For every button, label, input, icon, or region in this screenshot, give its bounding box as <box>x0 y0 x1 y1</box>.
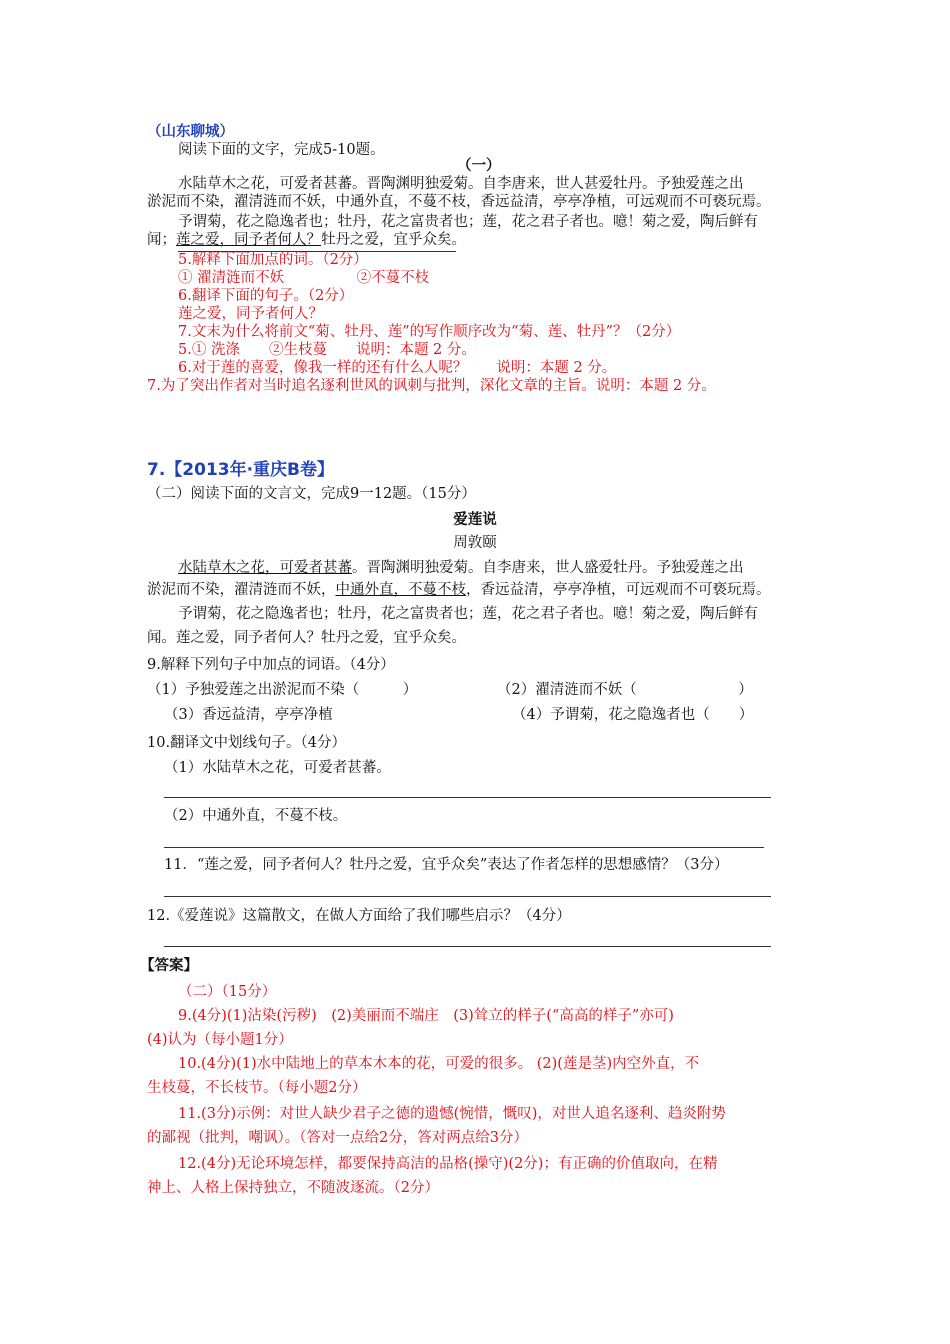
question-10-1: （1）水陆草木之花，可爱者甚蕃。 <box>164 760 391 776</box>
part-label: （一） <box>457 157 501 174</box>
passage-title: 爱莲说 <box>453 512 497 528</box>
answer-9: 9.(4分)(1)沾染(污秽) (2)美丽而不端庄 (3)耸立的样子(“高高的样子”亦可) <box>178 1008 674 1024</box>
question-5: 5.解释下面加点的词。（2分） <box>178 252 368 268</box>
underlined-sentence: 莲之爱，同予者何人？ <box>176 232 321 248</box>
question-9: 9.解释下列句子中加点的词语。（4分） <box>147 657 395 673</box>
answer-line <box>164 896 771 897</box>
answer-9-cont: (4)认为（每小题1分） <box>147 1032 293 1048</box>
answer-5: 5.① 洗涤 ②生枝蔓 说明：本题 2 分。 <box>178 342 476 358</box>
passage-line: 闻。莲之爱，同予者何人？牡丹之爱，宜乎众矣。 <box>147 630 466 646</box>
question-6: 6.翻译下面的句子。（2分） <box>178 288 354 304</box>
passage-line: 淤泥而不染，濯清涟而不妖，中通外直，不蔓不枝，香远益清，亭亭净植，可远观而不可亵玩焉。 <box>147 582 771 598</box>
question-11: 11．“莲之爱，同予者何人？牡丹之爱，宜乎众矣”表达了作者怎样的思想感情？（3分） <box>164 857 729 873</box>
answer-10: 10.(4分)(1)水中陆地上的草本木本的花，可爱的很多。 (2)(莲是茎)内空外直，不 <box>178 1056 700 1072</box>
question-9-2: （2）濯清涟而不妖（ ） <box>497 682 753 698</box>
answer-label: 【答案】 <box>140 957 198 974</box>
answer-11: 11.(3分)示例：对世人缺少君子之德的遗憾(惋惜，慨叹)，对世人追名逐利、趋炎附势 <box>178 1106 726 1122</box>
underlined-sentence: 水陆草木之花，可爱者甚蕃 <box>178 560 352 576</box>
passage-line: 闻；莲之爱，同予者何人？牡丹之爱，宜乎众矣。 <box>147 232 466 248</box>
answer-line <box>164 847 764 848</box>
answer-10-cont: 生枝蔓，不长枝节。（每小题2分） <box>147 1080 367 1096</box>
question-7: 7.文末为什么将前文“菊、牡丹、莲”的写作顺序改为“菊、莲、牡丹”？（2分） <box>178 324 681 340</box>
question-9-1: （1）予独爱莲之出淤泥而不染（ ） <box>147 682 418 698</box>
answer-line <box>164 946 771 947</box>
question-9-4: （4）予谓菊，花之隐逸者也（ ） <box>512 707 754 723</box>
answer-part: （二）（15分） <box>178 984 277 1000</box>
answer-12: 12.(4分)无论环境怎样，都要保持高洁的品格(操守)(2分)；有正确的价值取向，在精 <box>178 1156 718 1172</box>
answer-11-cont: 的鄙视（批判，嘲讽）。（答对一点给2分，答对两点给3分） <box>147 1130 528 1146</box>
question-10-2: （2）中通外直，不蔓不枝。 <box>164 808 348 824</box>
answer-6: 6.对于莲的喜爱，像我一样的还有什么人呢？ 说明：本题 2 分。 <box>178 360 617 376</box>
answer-12-cont: 神上、人格上保持独立，不随波逐流。（2分） <box>147 1180 439 1196</box>
answer-7: 7.为了突出作者对当时追名逐利世风的讽刺与批判，深化文章的主旨。说明：本题 2 分。 <box>147 378 716 394</box>
passage-line: 水陆草木之花，可爱者甚蕃。晋陶渊明独爱菊。自李唐来，世人甚爱牡丹。予独爱莲之出 <box>178 176 744 192</box>
passage-line: 予谓菊，花之隐逸者也；牡丹，花之富贵者也；莲，花之君子者也。噫！菊之爱，陶后鲜有 <box>178 214 758 230</box>
question-12: 12.《爱莲说》这篇散文，在做人方面给了我们哪些启示？（4分） <box>147 908 571 924</box>
question-10: 10.翻译文中划线句子。（4分） <box>147 735 347 751</box>
section-heading: 7.【2013年·重庆B卷】 <box>147 460 335 480</box>
underlined-sentence: 中通外直，不蔓不枝 <box>335 582 466 598</box>
question-6-sentence: 莲之爱，同予者何人？ <box>178 306 323 322</box>
question-9-3: （3）香远益清，亭亭净植 <box>164 707 333 723</box>
passage-line: 水陆草木之花，可爱者甚蕃。晋陶渊明独爱菊。自李唐来，世人盛爱牡丹。予独爱莲之出 <box>178 560 744 576</box>
answer-line <box>164 797 771 798</box>
source-label: （山东聊城） <box>147 124 234 140</box>
reading-instruction: （二）阅读下面的文言文，完成9一12题。（15分） <box>147 486 476 502</box>
passage-author: 周敦颐 <box>453 535 497 551</box>
passage-line: 予谓菊，花之隐逸者也；牡丹，花之富贵者也；莲，花之君子者也。噫！菊之爱，陶后鲜有 <box>178 606 758 622</box>
passage-line: 淤泥而不染，濯清涟而不妖，中通外直，不蔓不枝，香远益清，亭亭净植，可远观而不可亵玩焉。 <box>147 194 771 210</box>
reading-instruction: 阅读下面的文字，完成5-10题。 <box>178 142 385 158</box>
question-5-items: ① 濯清涟而不妖 ②不蔓不枝 <box>178 270 430 286</box>
